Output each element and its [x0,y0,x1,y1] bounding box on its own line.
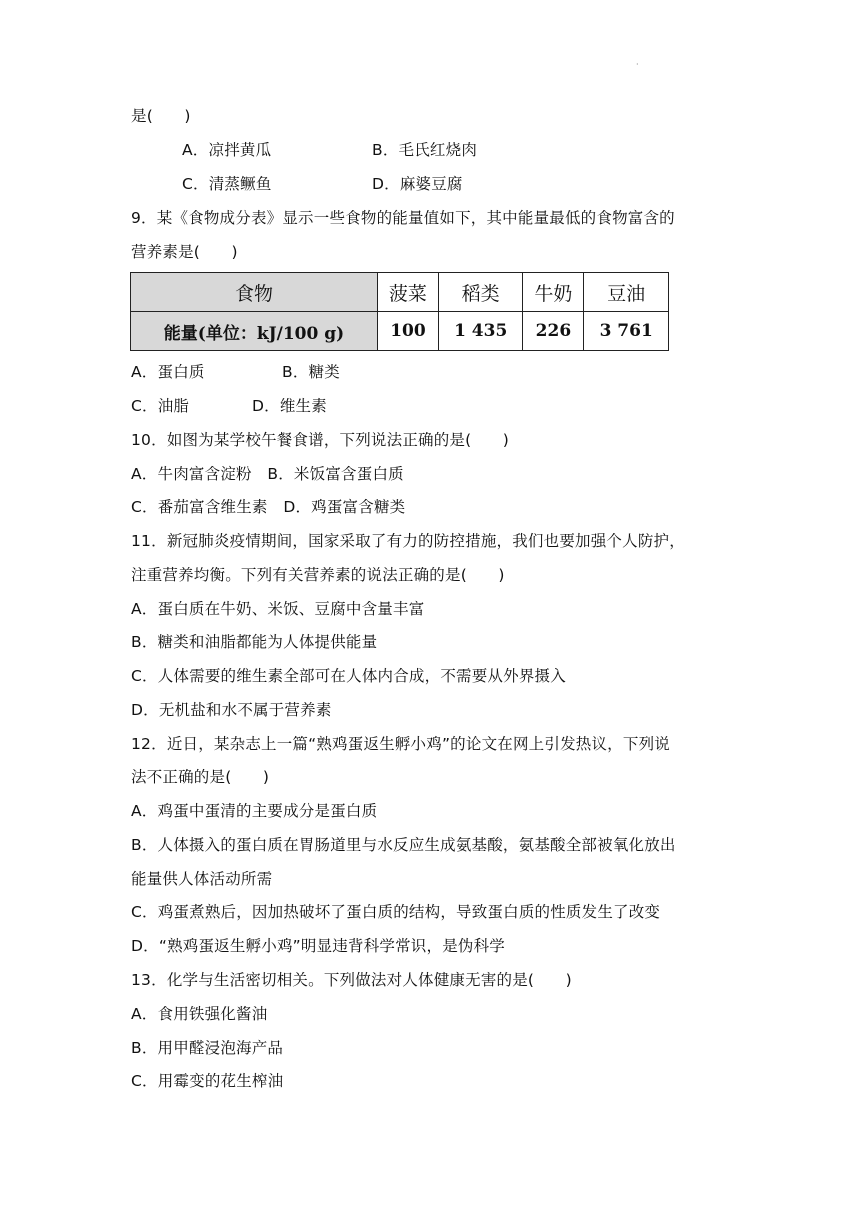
q12-stem-line-1: 12．近日，某杂志上一篇“熟鸡蛋返生孵小鸡”的论文在网上引发热议，下列说 [131,735,670,753]
q9-option-c: C．油脂 [131,397,190,415]
q11-option-d: D．无机盐和水不属于营养素 [131,701,332,719]
table-row [131,273,669,312]
q10-stem: 10．如图为某学校午餐食谱，下列说法正确的是( ) [131,431,510,449]
table-value-spinach: 100 [378,312,439,351]
corner-mark: · [636,60,639,69]
q12-option-c: C．鸡蛋煮熟后，因加热破坏了蛋白质的结构，导致蛋白质的性质发生了改变 [131,903,661,921]
q12-option-b-line-1: B．人体摄入的蛋白质在胃肠道里与水反应生成氨基酸，氨基酸全部被氧化放出 [131,836,676,854]
q10-options-row-1: A．牛肉富含淀粉 B．米饭富含蛋白质 [131,465,404,483]
q13-option-a: A．食用铁强化酱油 [131,1005,268,1023]
table-header-food: 食物 [131,273,378,312]
q8-option-a: A．凉拌黄瓜 [182,141,272,159]
q9-stem-line-2: 营养素是( ) [131,243,238,261]
q12-option-b-line-2: 能量供人体活动所需 [131,870,273,888]
q9-option-d: D．维生素 [252,397,327,415]
q8-option-c: C．清蒸鳜鱼 [182,175,272,193]
q12-option-d: D．“熟鸡蛋返生孵小鸡”明显违背科学常识，是伪科学 [131,937,505,955]
q11-option-c: C．人体需要的维生素全部可在人体内合成，不需要从外界摄入 [131,667,566,685]
q8-option-d: D．麻婆豆腐 [372,175,463,193]
q10-options-row-2: C．番茄富含维生素 D．鸡蛋富含糖类 [131,498,406,516]
food-energy-table [130,272,669,351]
q8-option-b: B．毛氏红烧肉 [372,141,478,159]
q11-option-a: A．蛋白质在牛奶、米饭、豆腐中含量丰富 [131,600,425,618]
q9-option-a: A．蛋白质 [131,363,205,381]
q8-stem-tail: 是( ) [131,107,191,125]
table-value-rice: 1 435 [438,312,523,351]
table-row [131,312,669,351]
q13-stem: 13．化学与生活密切相关。下列做法对人体健康无害的是( ) [131,971,572,989]
q9-options-row-1 [131,362,340,382]
q9-option-b: B．糖类 [282,363,340,381]
table-food-spinach: 菠菜 [378,273,439,312]
table-value-soybean-oil: 3 761 [584,312,669,351]
q8-options-row-1 [182,140,478,160]
table-value-milk: 226 [523,312,584,351]
table-header-energy: 能量(单位：kJ/100 g) [131,312,378,351]
q12-option-a: A．鸡蛋中蛋清的主要成分是蛋白质 [131,802,378,820]
q9-stem-line-1: 9．某《食物成分表》显示一些食物的能量值如下，其中能量最低的食物富含的 [131,209,675,227]
table-food-soybean-oil: 豆油 [584,273,669,312]
q11-stem-line-2: 注重营养均衡。下列有关营养素的说法正确的是( ) [131,566,505,584]
q12-stem-line-2: 法不正确的是( ) [131,768,270,786]
q13-option-b: B．用甲醛浸泡海产品 [131,1039,284,1057]
q8-options-row-2 [182,174,463,194]
q9-options-row-2 [131,396,327,416]
table-food-milk: 牛奶 [523,273,584,312]
q11-option-b: B．糖类和油脂都能为人体提供能量 [131,633,378,651]
q13-option-c: C．用霉变的花生榨油 [131,1072,284,1090]
table-food-rice: 稻类 [438,273,523,312]
q11-stem-line-1: 11．新冠肺炎疫情期间，国家采取了有力的防控措施，我们也要加强个人防护， [131,532,685,550]
